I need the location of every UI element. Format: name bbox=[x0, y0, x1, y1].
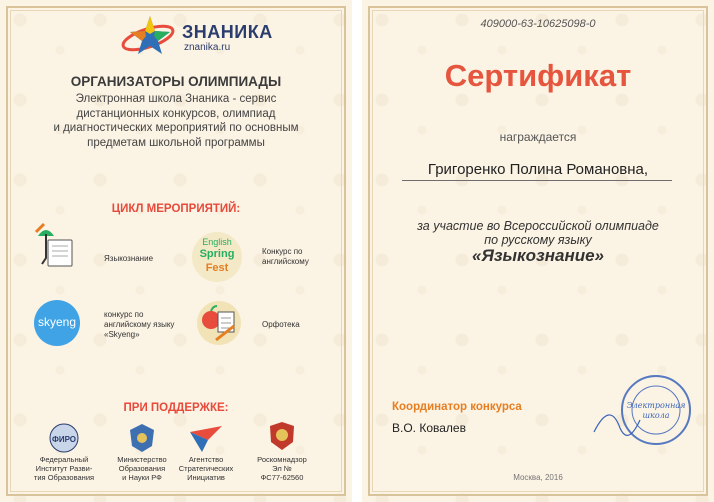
support-label-line: Стратегических bbox=[178, 464, 234, 473]
support-label-line: Федеральный bbox=[39, 455, 89, 464]
organizers-line: дистанционных конкурсов, олимпиад bbox=[76, 107, 276, 120]
spring-fest-icon-text: Fest bbox=[205, 262, 229, 274]
coordinator-label: Координатор конкурса bbox=[392, 401, 522, 413]
awarded-text: награждается bbox=[499, 130, 577, 144]
support-label-line: тия Образования bbox=[33, 473, 95, 482]
orthography-icon bbox=[194, 296, 244, 346]
event-label bbox=[104, 254, 153, 264]
olympiad-name: «Языкознание» bbox=[472, 246, 604, 265]
brand-site: znanika.ru bbox=[184, 42, 231, 53]
skyeng-icon bbox=[34, 300, 80, 346]
stamp-text: школа bbox=[642, 411, 670, 420]
event-label-line: Конкурс по bbox=[262, 247, 303, 256]
stamp-text: Электронная bbox=[626, 401, 686, 410]
participation-line: по русскому языку bbox=[484, 233, 592, 247]
support-label-line: Образования bbox=[118, 464, 166, 473]
roskomnadzor-emblem-icon bbox=[264, 420, 300, 452]
support-label-line: Инициатив bbox=[187, 473, 225, 482]
organizers-line: Электронная школа Знаника - сервис bbox=[75, 93, 277, 105]
support-label bbox=[106, 455, 178, 482]
certificate-page bbox=[362, 0, 714, 502]
organizers-description bbox=[30, 92, 322, 150]
support-label bbox=[28, 455, 100, 482]
asi-logo-icon bbox=[188, 424, 224, 456]
recipient-underline bbox=[402, 180, 672, 181]
firo-emblem-icon bbox=[46, 422, 82, 454]
support-label-line: ФС77-62560 bbox=[260, 473, 304, 482]
event-label-line: английскому языку bbox=[104, 320, 175, 329]
support-label bbox=[170, 455, 242, 482]
organizers-title: ОРГАНИЗАТОРЫ ОЛИМПИАДЫ bbox=[70, 74, 282, 89]
place-date: Москва, 2016 bbox=[513, 473, 563, 482]
recipient-name: Григоренко Полина Романовна, bbox=[427, 161, 649, 178]
support-label-line: Институт Разви- bbox=[35, 464, 93, 473]
organizers-line: предметам школьной программы bbox=[87, 136, 265, 149]
support-title: ПРИ ПОДДЕРЖКЕ: bbox=[123, 402, 229, 414]
znanika-star-icon bbox=[120, 14, 180, 56]
event-label-line: конкурс по bbox=[104, 310, 144, 319]
ministry-emblem-icon bbox=[124, 422, 160, 454]
certificate-title: Сертификат bbox=[444, 58, 632, 93]
event-label bbox=[262, 320, 300, 330]
firo-emblem-text: ФИРО bbox=[51, 435, 77, 444]
spring-fest-icon bbox=[192, 232, 242, 282]
brand-name: ЗНАНИКА bbox=[182, 22, 273, 42]
skyeng-icon-text: skyeng bbox=[37, 315, 77, 329]
coordinator-name: В.О. Ковалев bbox=[392, 421, 466, 435]
support-label-line: Роскомнадзор bbox=[257, 455, 307, 464]
spring-fest-icon-text: English bbox=[202, 237, 232, 247]
spring-fest-icon-text: Spring bbox=[199, 248, 235, 260]
support-label-line: Агентство bbox=[188, 455, 224, 464]
support-label-line: и Науки РФ bbox=[122, 473, 162, 482]
support-label-line: Министерство bbox=[117, 455, 167, 464]
znanika-logo bbox=[120, 14, 280, 56]
organizers-page bbox=[0, 0, 352, 502]
cycle-title: ЦИКЛ МЕРОПРИЯТИЙ: bbox=[111, 203, 241, 215]
organizers-line: и диагностических мероприятий по основным bbox=[53, 122, 299, 134]
certificate-serial: 409000-63-10625098-0 bbox=[480, 18, 596, 30]
support-label bbox=[246, 455, 318, 482]
event-label-line: Орфотека bbox=[262, 320, 300, 329]
linguistics-icon bbox=[32, 222, 78, 268]
school-stamp-icon bbox=[590, 370, 700, 450]
support-label-line: Эл № bbox=[272, 464, 292, 473]
event-label bbox=[262, 247, 309, 267]
participation-line: за участие во Всероссийской олимпиаде bbox=[417, 219, 659, 233]
event-label-line: «Skyeng» bbox=[104, 330, 140, 339]
event-label bbox=[104, 310, 174, 340]
event-label-line: Языкознание bbox=[104, 254, 154, 263]
event-label-line: английскому bbox=[262, 257, 309, 266]
